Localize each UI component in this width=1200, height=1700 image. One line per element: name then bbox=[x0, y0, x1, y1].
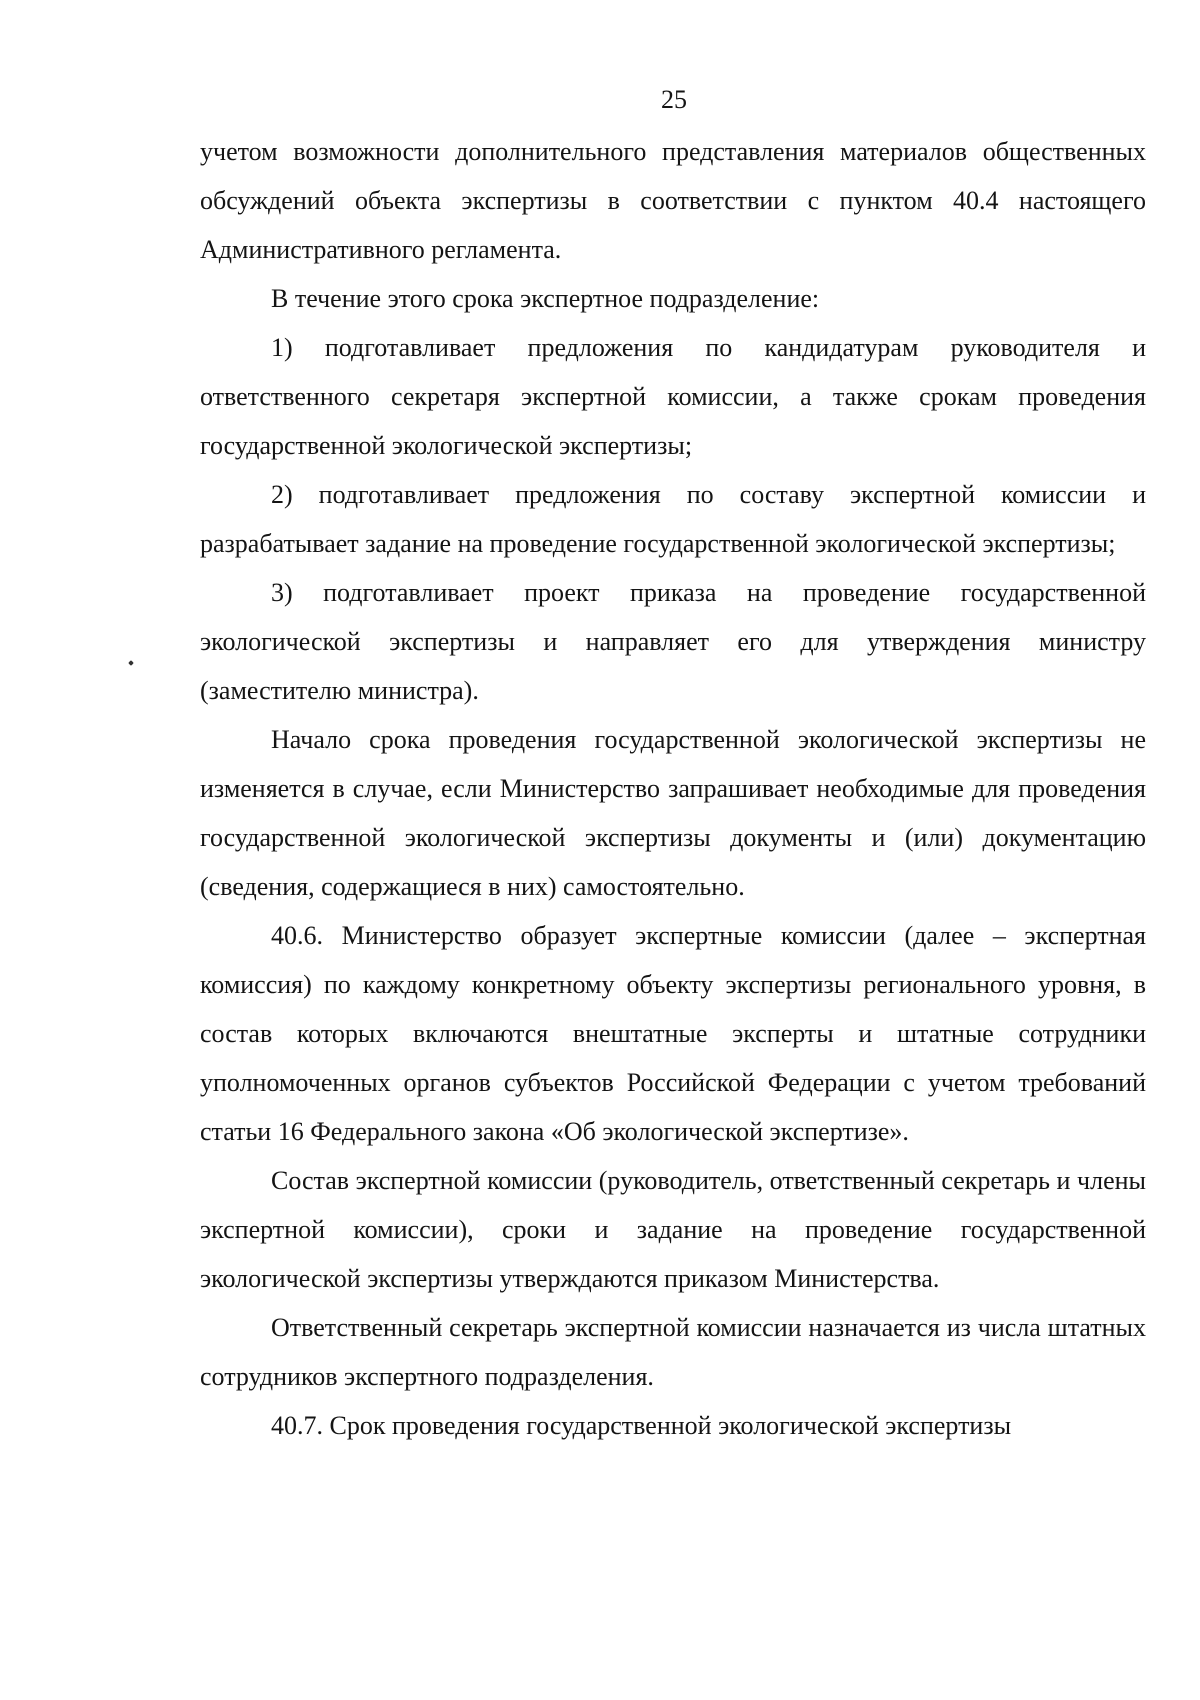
scan-artifact-mark bbox=[128, 660, 134, 666]
paragraph-term-start: Начало срока проведения государственной экологической экспертизы не изменяется в случае, если Министерство запрашивает необходимые для проведения государственной экологической экспертизы документы и (или) документацию (сведения, содержащиеся в них) самостоятельно. bbox=[200, 725, 1146, 901]
page-number: 25 bbox=[661, 85, 687, 114]
paragraph-commission-composition: Состав экспертной комиссии (руководитель, ответственный секретарь и члены экспертной комиссии), сроки и задание на проведение государственной экологической экспертизы утверждаются приказом Министерства. bbox=[200, 1166, 1146, 1293]
list-item-1: 1) подготавливает предложения по кандидатурам руководителя и ответственного секретаря экспертной комиссии, а также срокам проведения государственной экологической экспертизы; bbox=[200, 333, 1146, 460]
paragraph-continuation: учетом возможности дополнительного представления материалов общественных обсуждений объекта экспертизы в соответствии с пунктом 40.4 настоящего Административного регламента. bbox=[200, 137, 1146, 264]
list-item-2: 2) подготавливает предложения по составу экспертной комиссии и разрабатывает задание на проведение государственной экологической экспертизы; bbox=[200, 480, 1146, 558]
paragraph-period-intro: В течение этого срока экспертное подразделение: bbox=[271, 284, 820, 313]
paragraph-40-7: 40.7. Срок проведения государственной экологической экспертизы bbox=[271, 1411, 1012, 1440]
list-item-3: 3) подготавливает проект приказа на проведение государственной экологической экспертизы и направляет его для утверждения министру (заместителю министра). bbox=[200, 578, 1146, 705]
paragraph-40-6: 40.6. Министерство образует экспертные комиссии (далее – экспертная комиссия) по каждому конкретному объекту экспертизы регионального уровня, в состав которых включаются внештатные эксперты и штатные сотрудники уполномоченных органов субъектов Российской Федерации с учетом требований статьи 16 Федерального закона «Об экологической экспертизе». bbox=[200, 921, 1146, 1146]
paragraph-secretary: Ответственный секретарь экспертной комиссии назначается из числа штатных сотрудников экспертного подразделения. bbox=[200, 1313, 1146, 1391]
document-body bbox=[200, 127, 1146, 1450]
